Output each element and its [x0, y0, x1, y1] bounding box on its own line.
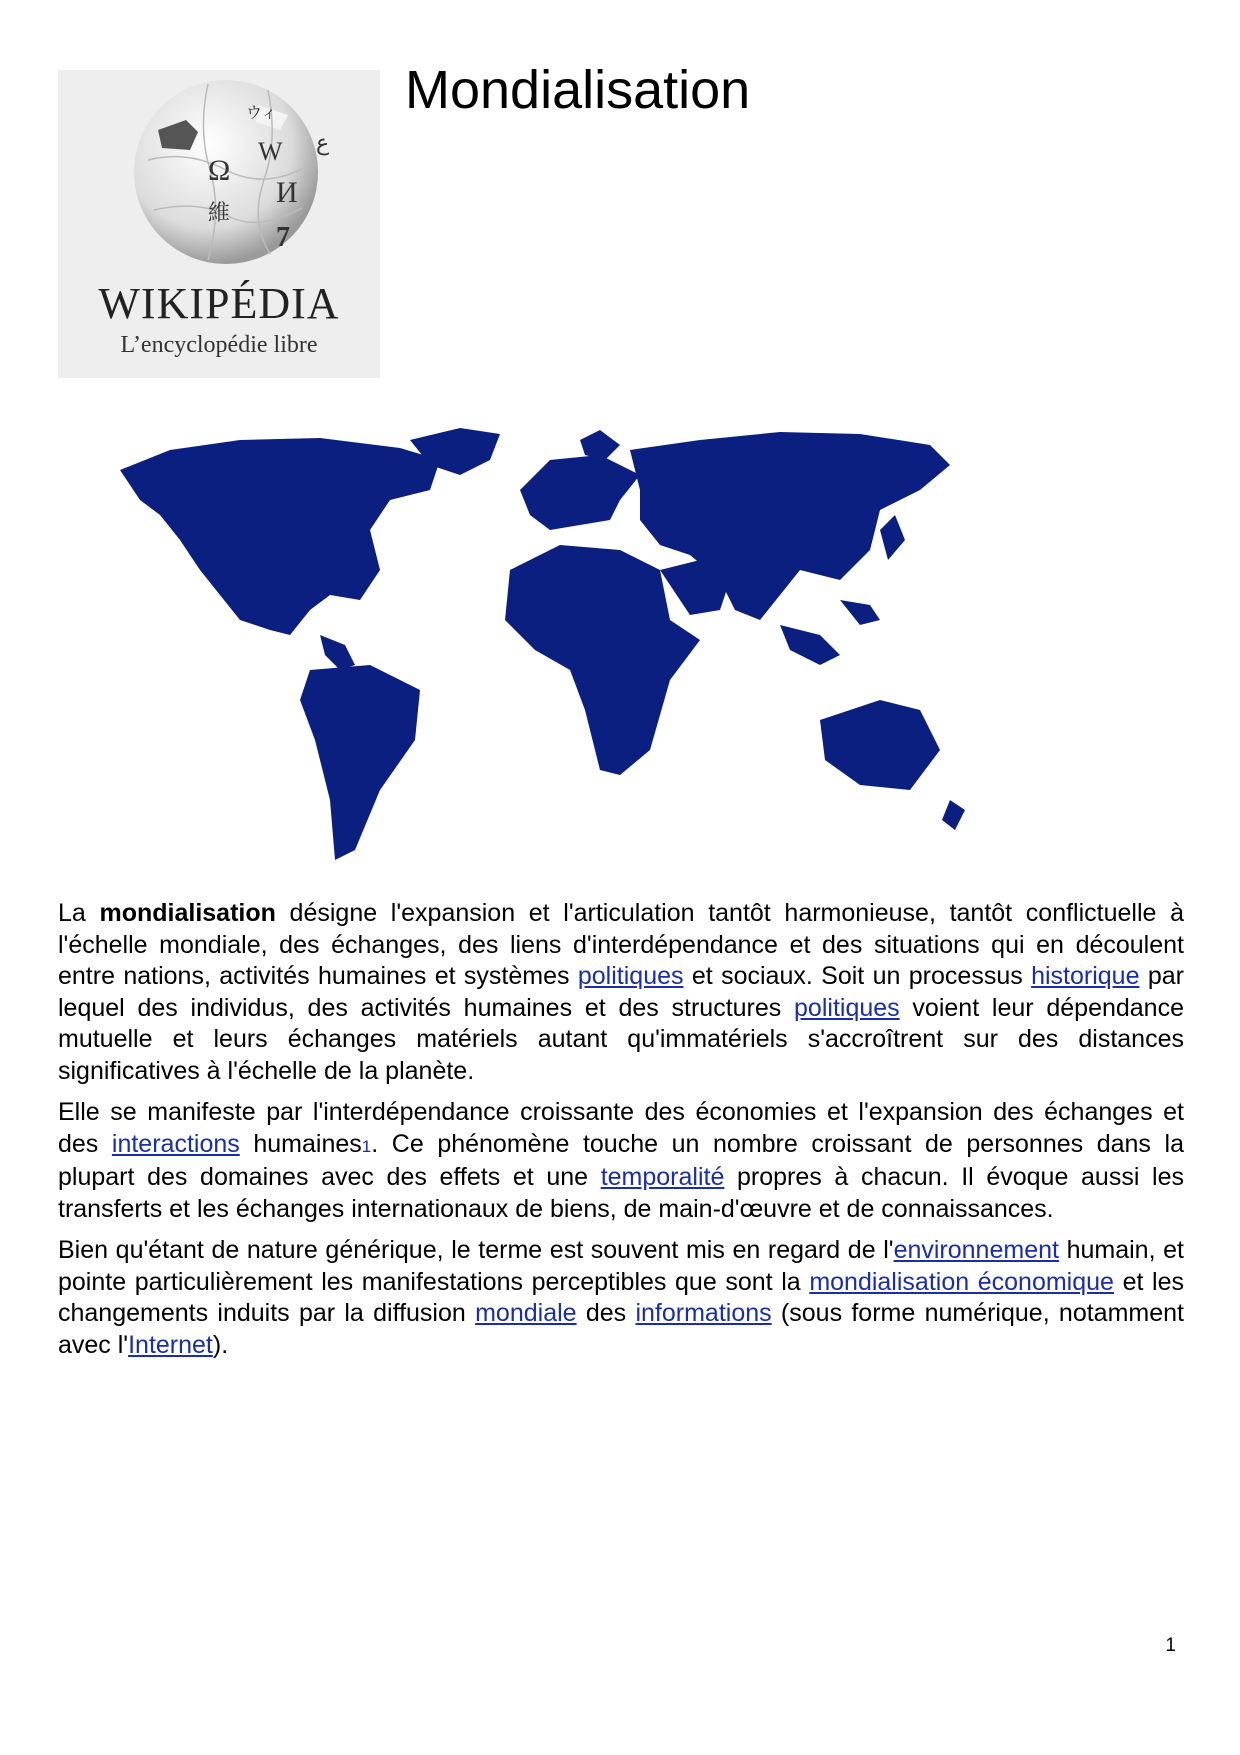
link-informations[interactable]: informations	[635, 1299, 772, 1327]
text-run: Bien qu'étant de nature générique, le terme est souvent mis en regard de l'	[58, 1236, 894, 1264]
text-run: voient leur dépendance mutuelle et leurs échanges matériels autant qu'immatériels s'accroîtrent sur des distances significatives à l'échelle de la planète.	[58, 993, 1184, 1085]
link-historique[interactable]: historique	[1031, 962, 1140, 990]
text-run: Elle se manifeste par l'interdépendance croissante des économies et l'expansion des échanges et des	[58, 1098, 1184, 1158]
logo-wordmark: WIKIPÉDIA	[98, 279, 340, 328]
link-interactions[interactable]: interactions	[111, 1129, 240, 1158]
text-run: ).	[212, 1330, 229, 1359]
logo-tagline: L’encyclopédie libre	[120, 332, 318, 358]
text-run: et les changements induits par la diffusion	[58, 1267, 1184, 1327]
svg-text:И: И	[276, 176, 298, 209]
wikipedia-logo	[58, 70, 380, 378]
link-temporalite[interactable]: temporalité	[600, 1163, 725, 1191]
text-run: désigne l'expansion et l'articulation tantôt harmonieuse, tantôt conflictuelle à l'échelle mondiale, des échanges, des liens d'interdépendance et des situations qui en découlent entre nations, activités humaines et systèmes	[58, 899, 1184, 990]
link-environnement[interactable]: environnement	[893, 1236, 1059, 1264]
svg-text:7: 7	[276, 222, 290, 253]
term-bold: mondialisation	[99, 899, 276, 927]
text-run: humain, et pointe particulièrement les manifestations perceptibles que sont la	[58, 1236, 1184, 1296]
text-run: humaines	[239, 1129, 362, 1158]
paragraph-nature	[58, 1235, 1184, 1361]
footnote-ref[interactable]: 1	[361, 1136, 372, 1156]
paragraph-intro	[58, 898, 1184, 1087]
link-mondialisation-economique[interactable]: mondialisation économique	[809, 1267, 1114, 1296]
page-number: 1	[1165, 1635, 1176, 1656]
link-mondiale[interactable]: mondiale	[475, 1299, 577, 1327]
link-internet[interactable]: Internet	[128, 1330, 213, 1359]
svg-text:維: 維	[208, 200, 231, 225]
svg-text:W: W	[258, 137, 283, 166]
svg-text:ع: ع	[316, 130, 330, 155]
paragraph-manifestation	[58, 1097, 1184, 1225]
puzzle-globe-icon	[58, 70, 380, 280]
text-run: par lequel des individus, des activités humaines et des structures	[58, 962, 1184, 1022]
svg-text:Ω: Ω	[208, 154, 231, 187]
text-run: propres à chacun. Il évoque aussi les transferts et les échanges internationaux de biens, de main-d'œuvre et de connaissances.	[58, 1163, 1184, 1223]
link-politiques-2[interactable]: politiques	[794, 993, 900, 1022]
svg-text:ウィ: ウィ	[246, 105, 278, 122]
text-run: La	[58, 899, 100, 927]
text-run: (sous forme numérique, notamment avec l'	[58, 1299, 1184, 1359]
world-map-icon	[80, 420, 1130, 890]
text-run: et sociaux. Soit un processus	[683, 962, 1032, 990]
page-title: Mondialisation	[405, 60, 751, 120]
text-run: des	[576, 1299, 636, 1327]
text-run: . Ce phénomène touche un nombre croissant de personnes dans la plupart des domaines avec des effets et une	[58, 1129, 1184, 1191]
link-politiques[interactable]: politiques	[577, 962, 684, 990]
article-body	[58, 898, 1184, 1371]
